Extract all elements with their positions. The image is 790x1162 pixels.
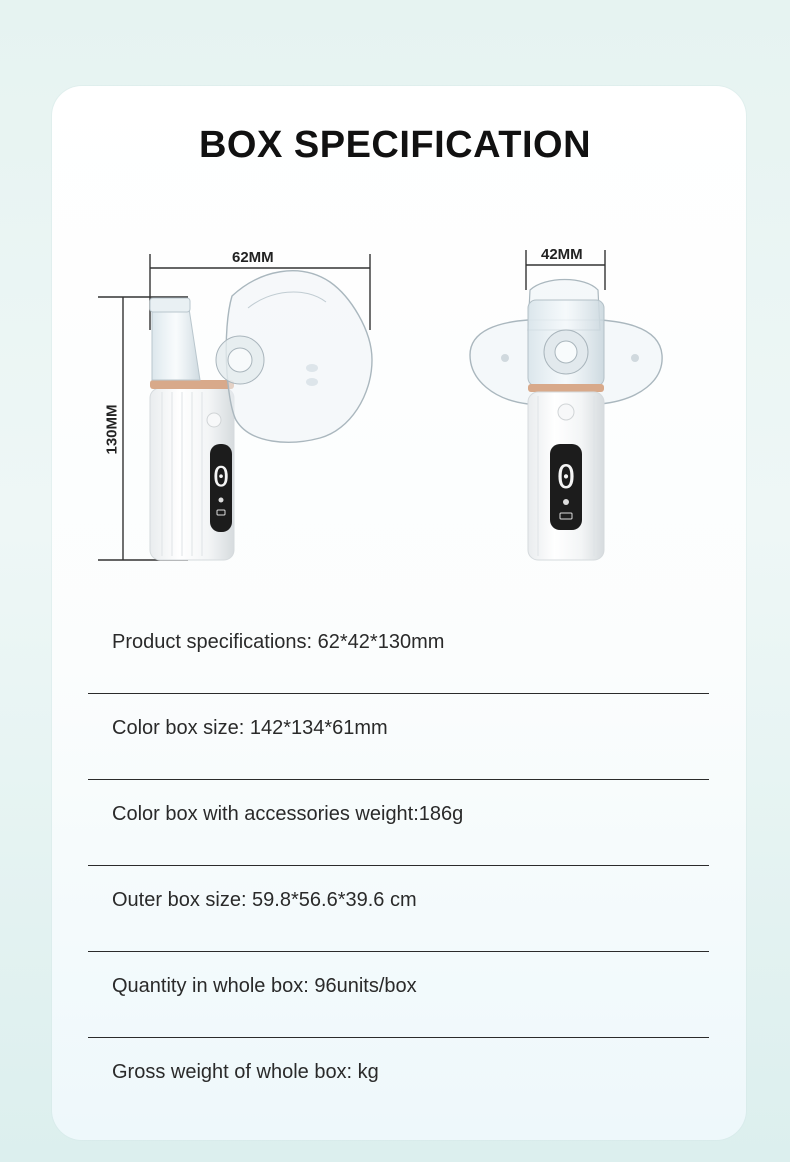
depth-dimension-label: 42MM [541,246,583,263]
svg-text:0: 0 [556,458,576,496]
spec-color-box-weight: Color box with accessories weight:186g [112,803,464,825]
page-title: BOX SPECIFICATION [198,124,592,166]
height-dimension-label: 130MM [103,404,121,455]
nebulizer-front-view-image [470,280,662,561]
spec-outer-box-size: Outer box size: 59.8*56.6*39.6 cm [112,889,417,911]
width-dimension-label: 62MM [232,249,274,266]
spec-row [88,866,709,952]
spec-row [88,780,709,866]
spec-color-box-size: Color box size: 142*134*61mm [112,717,388,739]
spec-row [88,694,709,780]
spec-row [88,1038,709,1124]
svg-text:0: 0 [212,460,230,493]
spec-list [88,608,709,1124]
spec-product-size: Product specifications: 62*42*130mm [112,631,445,653]
spec-gross-weight: Gross weight of whole box: kg [112,1061,379,1083]
spec-row [88,608,709,694]
nebulizer-side-view-image [150,271,372,560]
spec-row [88,952,709,1038]
spec-quantity: Quantity in whole box: 96units/box [112,975,417,997]
